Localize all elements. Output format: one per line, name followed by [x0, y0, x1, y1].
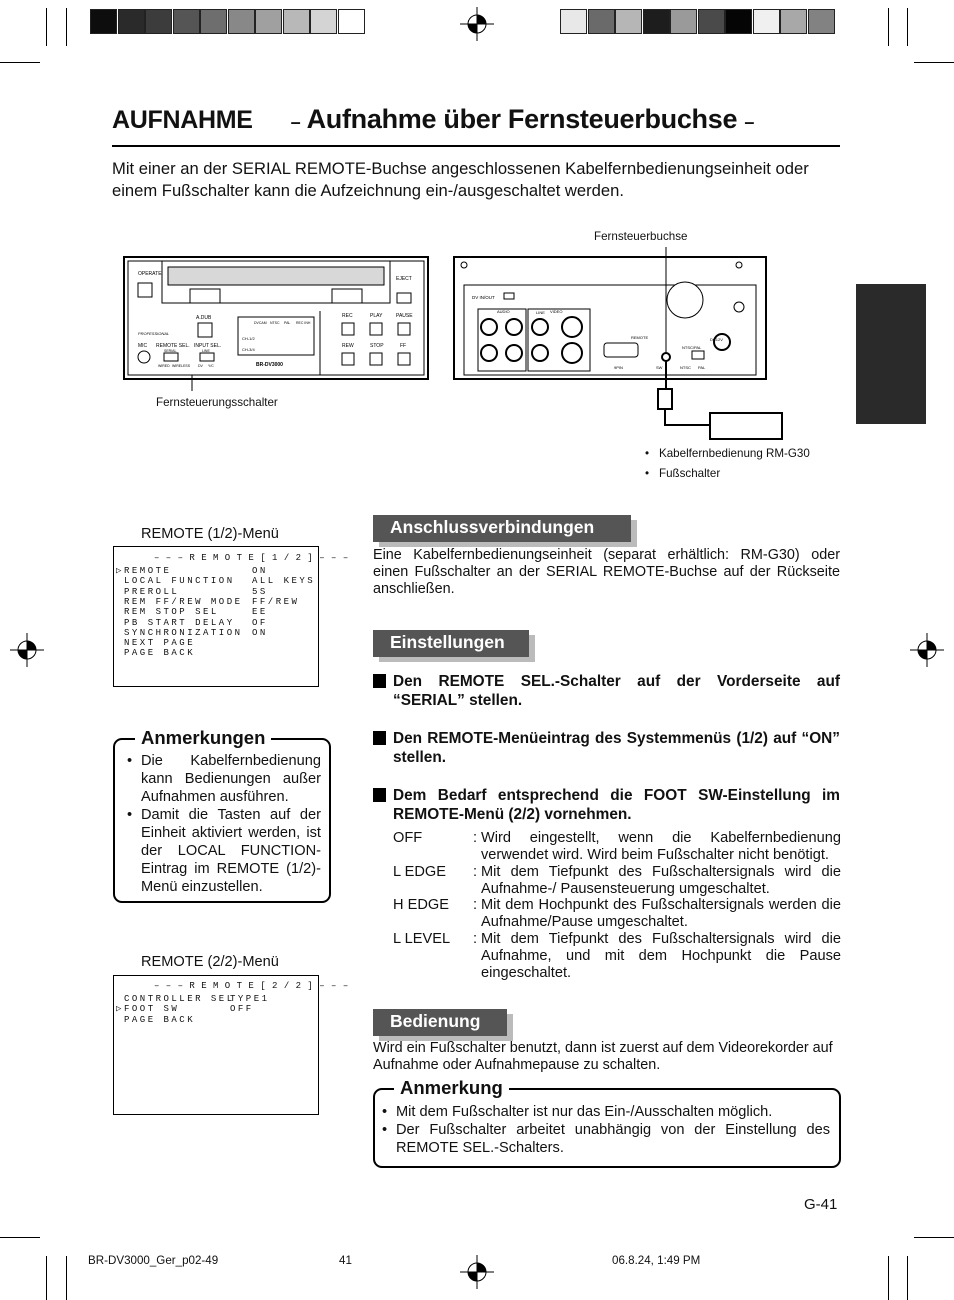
menu-item: PB START DELAY [124, 617, 235, 628]
menu-value: TYPE1 [230, 994, 270, 1004]
label-serial: SERIAL [164, 349, 177, 353]
label-ntsc-front: NTSC [270, 321, 280, 325]
square-bullet-icon [373, 674, 386, 688]
color-swatch [145, 9, 172, 34]
front-panel [124, 257, 428, 379]
label-rec: REC [342, 313, 353, 319]
label-sw: SW [656, 365, 663, 370]
note-item: • Damit die Tasten auf der Einheit aktiviert werden, ist der LOCAL FUNCTION-Eintrag im REMOTE (1/2)-Menü einzustellen. [127, 806, 321, 896]
accessory-list [645, 444, 845, 484]
label-operate: OPERATE [138, 271, 162, 277]
menu-value: 5S [252, 586, 268, 597]
note-item: • Mit dem Fußschalter ist nur das Ein-/Ausschalten möglich. [382, 1103, 830, 1121]
label-wireless: WIRELESS [172, 364, 191, 368]
remote-unit [710, 413, 782, 439]
label-mic: MIC [138, 343, 148, 349]
menu-value: ON [252, 627, 268, 638]
color-swatch [560, 9, 587, 34]
color-swatch [588, 9, 615, 34]
setting-step: Den REMOTE-Menüeintrag des Systemmenüs (1/2) auf “ON” stellen. [373, 729, 840, 767]
square-bullet-icon [373, 788, 386, 802]
footer-timestamp: 06.8.24, 1:49 PM [612, 1254, 701, 1267]
menu2-header: – – – R E M O T E [ 2 / 2 ] – – – [154, 981, 349, 991]
menu-item: FOOT SW [124, 1004, 180, 1015]
menu-value: OFF [230, 1004, 254, 1015]
label-ntsc-pal: NTSC/PAL [682, 345, 702, 350]
menu-item: LOCAL FUNCTION [124, 576, 235, 587]
accessory-item: • Fußschalter [645, 464, 845, 484]
title-rule [112, 145, 840, 147]
note-item: • Die Kabelfernbedienung kann Bedienungen außer Aufnahmen ausführen. [127, 752, 321, 806]
menu-value: EE [252, 607, 268, 618]
color-swatch [200, 9, 227, 34]
heading-operation: Bedienung [373, 1009, 507, 1036]
label-yc: Y/C [208, 364, 214, 368]
square-bullet-icon [373, 731, 386, 745]
menu-item: NEXT PAGE [124, 638, 196, 649]
color-swatch [808, 9, 835, 34]
color-swatch [725, 9, 752, 34]
label-video: VIDEO [550, 309, 563, 314]
note-title: Anmerkung [394, 1077, 509, 1099]
menu2-label: REMOTE (2/2)-Menü [141, 954, 279, 970]
menu-cursor-icon: ▷ [116, 566, 122, 576]
chapter-tab [856, 284, 926, 424]
label-dv: DV [198, 364, 203, 368]
menu2-box [113, 975, 349, 1115]
label-audio: AUDIO [497, 309, 510, 314]
label-eject: EJECT [396, 276, 412, 282]
setting-step: Dem Bedarf entsprechend die FOOT SW-Einstellung im REMOTE-Menü (2/2) vornehmen. [373, 786, 840, 824]
callout-remote-switch: Fernsteuerungsschalter [156, 396, 278, 409]
label-dvcam: DVCAM [254, 321, 267, 325]
title-dash: – [744, 112, 755, 132]
color-swatch [670, 9, 697, 34]
label-pal-rear: PAL [698, 365, 706, 370]
color-swatch [753, 9, 780, 34]
color-swatch [698, 9, 725, 34]
menu-item: REM FF/REW MODE [124, 596, 243, 607]
label-ntsc-rear: NTSC [680, 365, 691, 370]
color-swatch [338, 9, 365, 34]
menu1-box [113, 546, 349, 687]
heading-settings: Einstellungen [373, 630, 529, 657]
color-swatch [255, 9, 282, 34]
color-swatch [118, 9, 145, 34]
menu-value: OF [252, 617, 268, 628]
menu-item: PAGE BACK [124, 648, 196, 659]
footer-file: BR-DV3000_Ger_p02-49 [88, 1254, 219, 1267]
notes-title: Anmerkungen [135, 727, 271, 749]
note-list [382, 1103, 830, 1157]
menu-item: CONTROLLER SEL [124, 994, 235, 1004]
menu1-label: REMOTE (1/2)-Menü [141, 526, 279, 542]
cable-plug [658, 389, 672, 409]
label-9pin: 9PIN [614, 365, 623, 370]
label-remote: REMOTE [631, 335, 649, 340]
label-pal-front: PAL [284, 321, 291, 325]
footer-sheet: 41 [339, 1254, 352, 1267]
accessory-item: • Kabelfernbedienung RM-G30 [645, 444, 845, 464]
title-dash: – [290, 112, 301, 132]
label-model: BR-DV3000 [256, 362, 283, 368]
color-swatch [90, 9, 117, 34]
menu-value: FF/REW [252, 596, 300, 607]
rear-panel [454, 257, 766, 379]
color-swatch [615, 9, 642, 34]
title-text: Aufnahme über Fernsteuerbuchse [306, 104, 738, 134]
connections-text: Eine Kabelfernbedienungseinheit (separat erhältlich: RM-G30) oder einen Fußschalter an der SERIAL REMOTE-Buchse auf der Rückseite anschließen. [373, 547, 840, 597]
label-input-sel: INPUT SEL. [194, 343, 222, 349]
label-dc12v: DC12V [710, 337, 723, 342]
label-line-rear: LINE [536, 310, 545, 315]
label-dv-inout: DV IN/OUT [472, 295, 495, 300]
label-line: LINE [202, 349, 210, 353]
label-ch34: CH-3/4 [242, 347, 255, 352]
color-swatch [780, 9, 807, 34]
menu-item: REM STOP SEL [124, 607, 219, 618]
setting-step: Den REMOTE SEL.-Schalter auf der Vorderseite auf “SERIAL” stellen. [373, 672, 840, 710]
menu-item: PAGE BACK [124, 1014, 196, 1025]
color-swatch [228, 9, 255, 34]
operation-text: Wird ein Fußschalter benutzt, dann ist zuerst auf dem Videorekorder auf Aufnahme oder Aufnahmepause zu schalten. [373, 1040, 833, 1073]
label-wired: WIRED [158, 364, 170, 368]
section-label: AUFNAHME [112, 106, 253, 134]
label-professional: PROFESSIONAL [138, 331, 170, 336]
menu1-header: – – – R E M O T E [ 1 / 2 ] – – – [154, 553, 349, 563]
label-remote-sel: REMOTE SEL. [156, 343, 190, 349]
page-title [112, 104, 754, 135]
heading-connections: Anschlussverbindungen [373, 515, 631, 542]
menu-item: REMOTE [124, 566, 172, 576]
label-stop: STOP [370, 343, 384, 349]
label-rew: REW [342, 343, 354, 349]
notes-list [127, 752, 321, 896]
menu-item: SYNCHRONIZATION [124, 627, 243, 638]
color-swatch [643, 9, 670, 34]
page-number: G-41 [804, 1196, 838, 1213]
label-ff: FF [400, 343, 407, 349]
label-ch12: CH-1/2 [242, 336, 255, 341]
color-swatch [310, 9, 337, 34]
callout-remote-jack: Fernsteuerbuchse [594, 230, 688, 243]
label-adub: A.DUB [196, 315, 212, 321]
color-swatch [173, 9, 200, 34]
label-pause: PAUSE [396, 313, 413, 319]
intro-text: Mit einer an der SERIAL REMOTE-Buchse angeschlossenen Kabelfernbedienungseinheit oder einem Fußschalter kann die Aufzeichnung ein-/ausgeschaltet werden. [112, 159, 809, 200]
label-rec-inh: REC INH [296, 321, 311, 325]
label-play: PLAY [370, 313, 383, 319]
menu-value: ALL KEYS [252, 576, 316, 587]
menu-item: PREROLL [124, 586, 180, 597]
note-item: • Der Fußschalter arbeitet unabhängig von der Einstellung des REMOTE SEL.-Schalters. [382, 1121, 830, 1157]
cable-run [665, 409, 710, 425]
color-swatch [283, 9, 310, 34]
menu-cursor-icon: ▷ [116, 1004, 122, 1015]
menu-value: ON [252, 566, 268, 576]
